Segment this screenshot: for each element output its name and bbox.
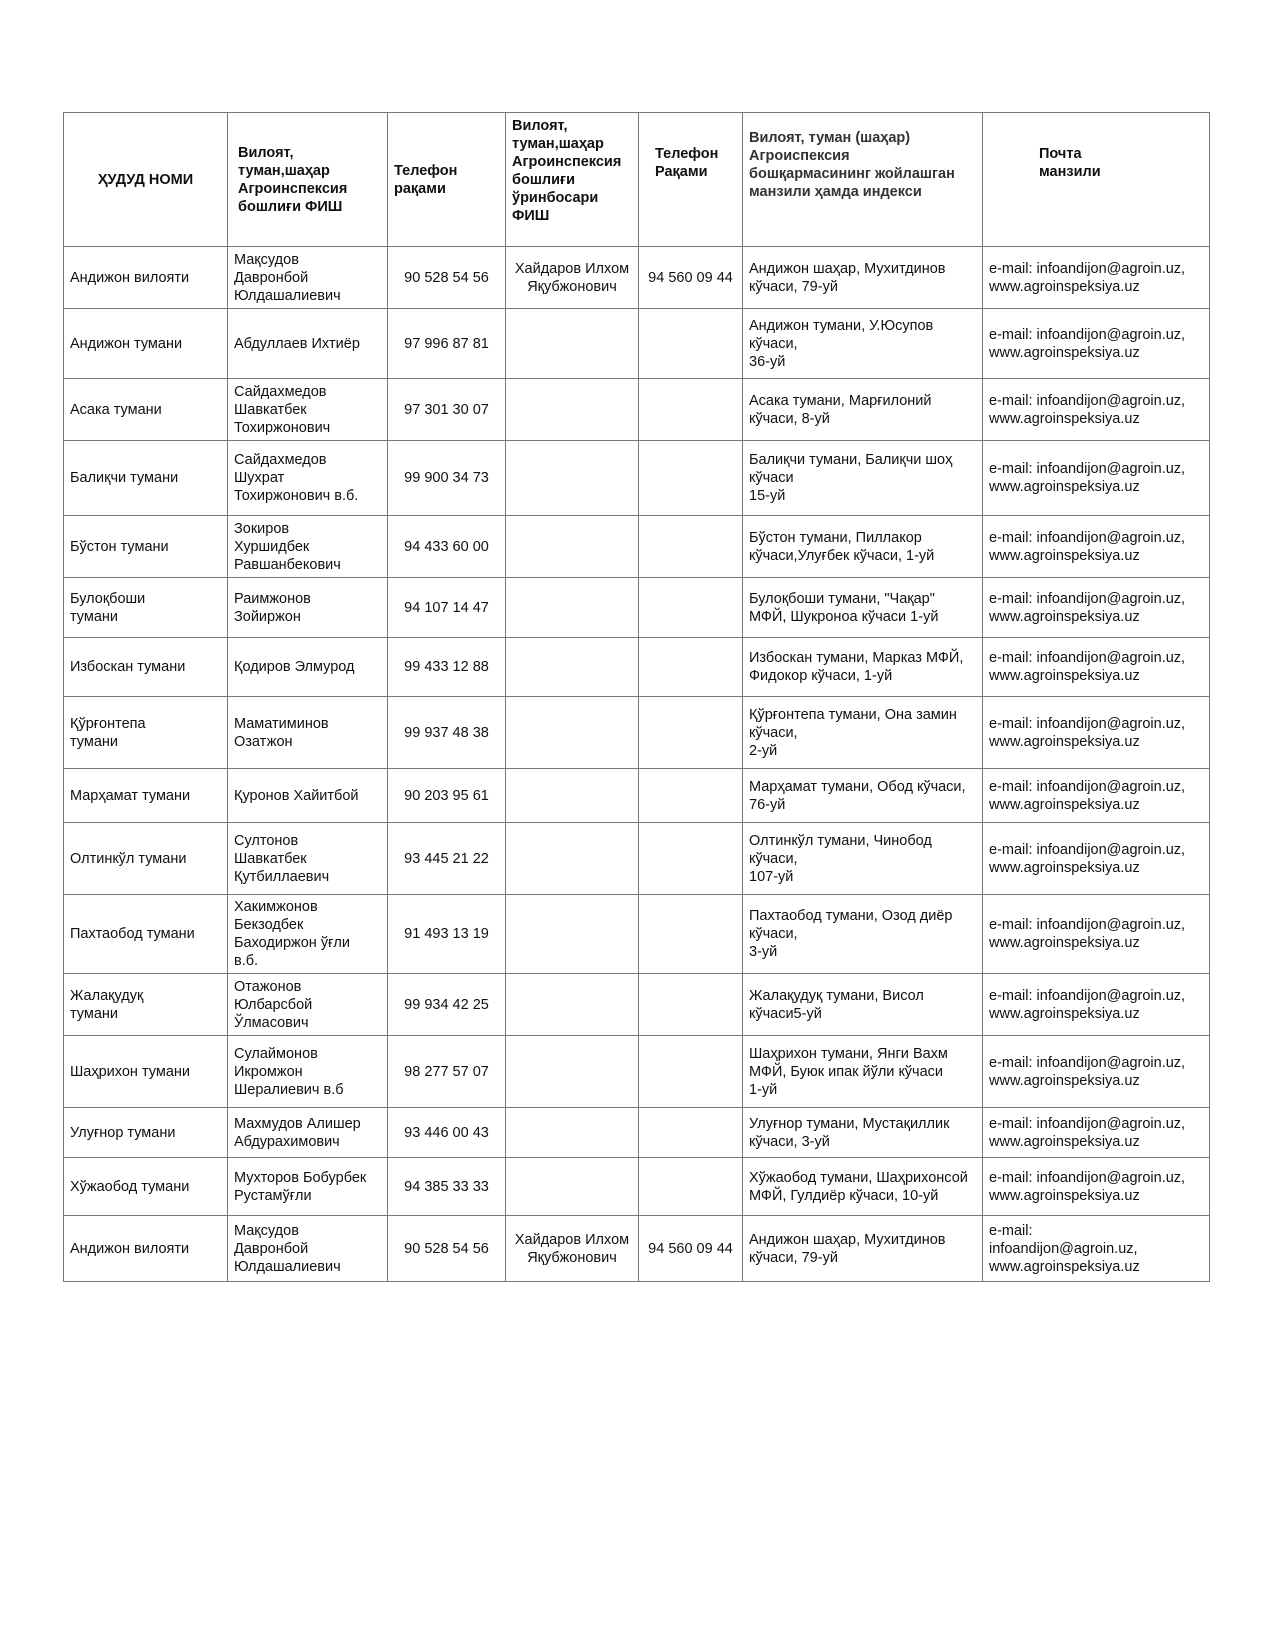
address-cell: Хўжаобод тумани, Шаҳрихонсой МФЙ, Гулдиёр кўчаси, 10-уй — [743, 1158, 983, 1216]
deputy-name-cell — [506, 974, 639, 1036]
head-name-cell: Султонов Шавкатбек Қутбиллаевич — [228, 823, 388, 895]
deputy-name-cell: Хайдаров Илхом Яқубжонович — [506, 1216, 639, 1282]
head-phone-cell: 94 107 14 47 — [388, 578, 506, 638]
mail-cell: e-mail: infoandijon@agroin.uz, www.agroinspeksiya.uz — [983, 1036, 1210, 1108]
address-cell: Бўстон тумани, Пиллакор кўчаси,Улуғбек кўчаси, 1-уй — [743, 516, 983, 578]
head-phone-cell: 94 385 33 33 — [388, 1158, 506, 1216]
region-name-cell: Андижон вилояти — [64, 1216, 228, 1282]
mail-cell: e-mail: infoandijon@agroin.uz, www.agroinspeksiya.uz — [983, 895, 1210, 974]
deputy-name-cell — [506, 516, 639, 578]
table-row — [64, 1108, 1210, 1158]
mail-cell: e-mail: infoandijon@agroin.uz, www.agroinspeksiya.uz — [983, 769, 1210, 823]
mail-cell: e-mail: infoandijon@agroin.uz, www.agroinspeksiya.uz — [983, 309, 1210, 379]
deputy-name-cell — [506, 1108, 639, 1158]
table-row — [64, 638, 1210, 697]
deputy-phone-cell — [639, 895, 743, 974]
address-cell: Андижон шаҳар, Мухитдинов кўчаси, 79-уй — [743, 247, 983, 309]
column-header-mail: Почта манзили — [983, 113, 1210, 247]
deputy-phone-cell — [639, 769, 743, 823]
table-row — [64, 769, 1210, 823]
table-body — [64, 247, 1210, 1282]
head-name-cell: Абдуллаев Ихтиёр — [228, 309, 388, 379]
mail-cell: e-mail: infoandijon@agroin.uz, www.agroinspeksiya.uz — [983, 578, 1210, 638]
head-name-cell: Сайдахмедов Шухрат Тохиржонович в.б. — [228, 441, 388, 516]
head-phone-cell: 91 493 13 19 — [388, 895, 506, 974]
head-phone-cell: 93 446 00 43 — [388, 1108, 506, 1158]
mail-cell: e-mail: infoandijon@agroin.uz, www.agroinspeksiya.uz — [983, 638, 1210, 697]
head-name-cell: Зокиров Хуршидбек Равшанбекович — [228, 516, 388, 578]
address-cell: Улуғнор тумани, Мустақиллик кўчаси, 3-уй — [743, 1108, 983, 1158]
region-name-cell: Марҳамат тумани — [64, 769, 228, 823]
column-header-region: ҲУДУД НОМИ — [64, 113, 228, 247]
table-row — [64, 379, 1210, 441]
address-cell: Андижон тумани, У.Юсупов кўчаси, 36-уй — [743, 309, 983, 379]
deputy-name-cell — [506, 638, 639, 697]
deputy-phone-cell — [639, 1158, 743, 1216]
address-cell: Қўрғонтепа тумани, Она замин кўчаси, 2-уй — [743, 697, 983, 769]
address-cell: Балиқчи тумани, Балиқчи шоҳ кўчаси 15-уй — [743, 441, 983, 516]
deputy-name-cell — [506, 823, 639, 895]
deputy-phone-cell — [639, 441, 743, 516]
mail-cell: e-mail: infoandijon@agroin.uz, www.agroinspeksiya.uz — [983, 823, 1210, 895]
head-name-cell: Маматиминов Озатжон — [228, 697, 388, 769]
mail-cell: e-mail: infoandijon@agroin.uz, www.agroinspeksiya.uz — [983, 1108, 1210, 1158]
head-name-cell: Отажонов Юлбарсбой Ўлмасович — [228, 974, 388, 1036]
head-phone-cell: 99 934 42 25 — [388, 974, 506, 1036]
region-name-cell: Асака тумани — [64, 379, 228, 441]
deputy-phone-cell — [639, 638, 743, 697]
region-name-cell: Булоқбоши тумани — [64, 578, 228, 638]
deputy-phone-cell — [639, 974, 743, 1036]
mail-cell: e-mail: infoandijon@agroin.uz, www.agroinspeksiya.uz — [983, 1216, 1210, 1282]
table-row — [64, 823, 1210, 895]
deputy-phone-cell: 94 560 09 44 — [639, 1216, 743, 1282]
head-phone-cell: 93 445 21 22 — [388, 823, 506, 895]
head-phone-cell: 98 277 57 07 — [388, 1036, 506, 1108]
head-name-cell: Қуронов Хайитбой — [228, 769, 388, 823]
table-row — [64, 895, 1210, 974]
head-phone-cell: 90 528 54 56 — [388, 247, 506, 309]
address-cell: Шаҳрихон тумани, Янги Вахм МФЙ, Буюк ипак йўли кўчаси 1-уй — [743, 1036, 983, 1108]
deputy-name-cell — [506, 895, 639, 974]
column-header-phone: Телефон рақами — [388, 113, 506, 247]
deputy-name-cell — [506, 578, 639, 638]
table-row — [64, 974, 1210, 1036]
head-phone-cell: 90 528 54 56 — [388, 1216, 506, 1282]
deputy-name-cell: Хайдаров Илхом Яқубжонович — [506, 247, 639, 309]
deputy-phone-cell — [639, 516, 743, 578]
table-row — [64, 697, 1210, 769]
deputy-name-cell — [506, 441, 639, 516]
deputy-name-cell — [506, 697, 639, 769]
column-header-head: Вилоят, туман,шаҳар Агроинспексия бошлиғи ФИШ — [228, 113, 388, 247]
head-name-cell: Хакимжонов Бекзодбек Баходиржон ўғли в.б. — [228, 895, 388, 974]
head-name-cell: Мақсудов Давронбой Юлдашалиевич — [228, 1216, 388, 1282]
address-cell: Булоқбоши тумани, "Чақар" МФЙ, Шукроноа кўчаси 1-уй — [743, 578, 983, 638]
region-name-cell: Хўжаобод тумани — [64, 1158, 228, 1216]
deputy-name-cell — [506, 1158, 639, 1216]
address-cell: Асака тумани, Марғилоний кўчаси, 8-уй — [743, 379, 983, 441]
head-name-cell: Махмудов Алишер Абдурахимович — [228, 1108, 388, 1158]
head-phone-cell: 99 900 34 73 — [388, 441, 506, 516]
deputy-phone-cell — [639, 309, 743, 379]
address-cell: Избоскан тумани, Марказ МФЙ, Фидокор кўчаси, 1-уй — [743, 638, 983, 697]
region-name-cell: Балиқчи тумани — [64, 441, 228, 516]
region-name-cell: Шаҳрихон тумани — [64, 1036, 228, 1108]
table-row — [64, 1216, 1210, 1282]
deputy-phone-cell: 94 560 09 44 — [639, 247, 743, 309]
address-cell: Пахтаобод тумани, Озод диёр кўчаси, 3-уй — [743, 895, 983, 974]
deputy-phone-cell — [639, 697, 743, 769]
address-cell: Марҳамат тумани, Обод кўчаси, 76-уй — [743, 769, 983, 823]
address-cell: Жалақудуқ тумани, Висол кўчаси5-уй — [743, 974, 983, 1036]
address-cell: Андижон шаҳар, Мухитдинов кўчаси, 79-уй — [743, 1216, 983, 1282]
table-row — [64, 516, 1210, 578]
head-name-cell: Сайдахмедов Шавкатбек Тохиржонович — [228, 379, 388, 441]
region-name-cell: Қўрғонтепа тумани — [64, 697, 228, 769]
column-header-deputy: Вилоят, туман,шаҳар Агроинспексия бошлиғи ўринбосари ФИШ — [506, 113, 639, 247]
head-name-cell: Мухторов Бобурбек Рустамўғли — [228, 1158, 388, 1216]
region-name-cell: Андижон вилояти — [64, 247, 228, 309]
table-row — [64, 1036, 1210, 1108]
head-name-cell: Қодиров Элмурод — [228, 638, 388, 697]
head-phone-cell: 99 937 48 38 — [388, 697, 506, 769]
region-name-cell: Избоскан тумани — [64, 638, 228, 697]
head-phone-cell: 99 433 12 88 — [388, 638, 506, 697]
header-row — [64, 113, 1210, 247]
table-row — [64, 441, 1210, 516]
column-header-address: Вилоят, туман (шаҳар) Агроиспексия бошқармасининг жойлашган манзили ҳамда индекси — [743, 113, 983, 247]
address-cell: Олтинкўл тумани, Чинобод кўчаси, 107-уй — [743, 823, 983, 895]
table-row — [64, 578, 1210, 638]
deputy-name-cell — [506, 769, 639, 823]
mail-cell: e-mail: infoandijon@agroin.uz, www.agroinspeksiya.uz — [983, 1158, 1210, 1216]
region-name-cell: Андижон тумани — [64, 309, 228, 379]
deputy-phone-cell — [639, 823, 743, 895]
mail-cell: e-mail: infoandijon@agroin.uz, www.agroinspeksiya.uz — [983, 441, 1210, 516]
head-phone-cell: 97 996 87 81 — [388, 309, 506, 379]
region-name-cell: Улуғнор тумани — [64, 1108, 228, 1158]
mail-cell: e-mail: infoandijon@agroin.uz, www.agroinspeksiya.uz — [983, 974, 1210, 1036]
head-name-cell: Раимжонов Зойиржон — [228, 578, 388, 638]
deputy-phone-cell — [639, 379, 743, 441]
deputy-phone-cell — [639, 1108, 743, 1158]
deputy-phone-cell — [639, 1036, 743, 1108]
table-row — [64, 1158, 1210, 1216]
head-name-cell: Сулаймонов Икромжон Шералиевич в.б — [228, 1036, 388, 1108]
mail-cell: e-mail: infoandijon@agroin.uz, www.agroinspeksiya.uz — [983, 697, 1210, 769]
table-row — [64, 309, 1210, 379]
deputy-name-cell — [506, 1036, 639, 1108]
deputy-name-cell — [506, 309, 639, 379]
deputy-name-cell — [506, 379, 639, 441]
table-row — [64, 247, 1210, 309]
head-name-cell: Мақсудов Давронбой Юлдашалиевич — [228, 247, 388, 309]
region-name-cell: Жалақудуқ тумани — [64, 974, 228, 1036]
region-name-cell: Пахтаобод тумани — [64, 895, 228, 974]
column-header-deputy-phone: Телефон Рақами — [639, 113, 743, 247]
mail-cell: e-mail: infoandijon@agroin.uz, www.agroinspeksiya.uz — [983, 379, 1210, 441]
head-phone-cell: 94 433 60 00 — [388, 516, 506, 578]
mail-cell: e-mail: infoandijon@agroin.uz, www.agroinspeksiya.uz — [983, 516, 1210, 578]
region-name-cell: Бўстон тумани — [64, 516, 228, 578]
region-name-cell: Олтинкўл тумани — [64, 823, 228, 895]
deputy-phone-cell — [639, 578, 743, 638]
agroinspection-contacts-table — [63, 112, 1210, 1282]
head-phone-cell: 90 203 95 61 — [388, 769, 506, 823]
mail-cell: e-mail: infoandijon@agroin.uz, www.agroinspeksiya.uz — [983, 247, 1210, 309]
head-phone-cell: 97 301 30 07 — [388, 379, 506, 441]
